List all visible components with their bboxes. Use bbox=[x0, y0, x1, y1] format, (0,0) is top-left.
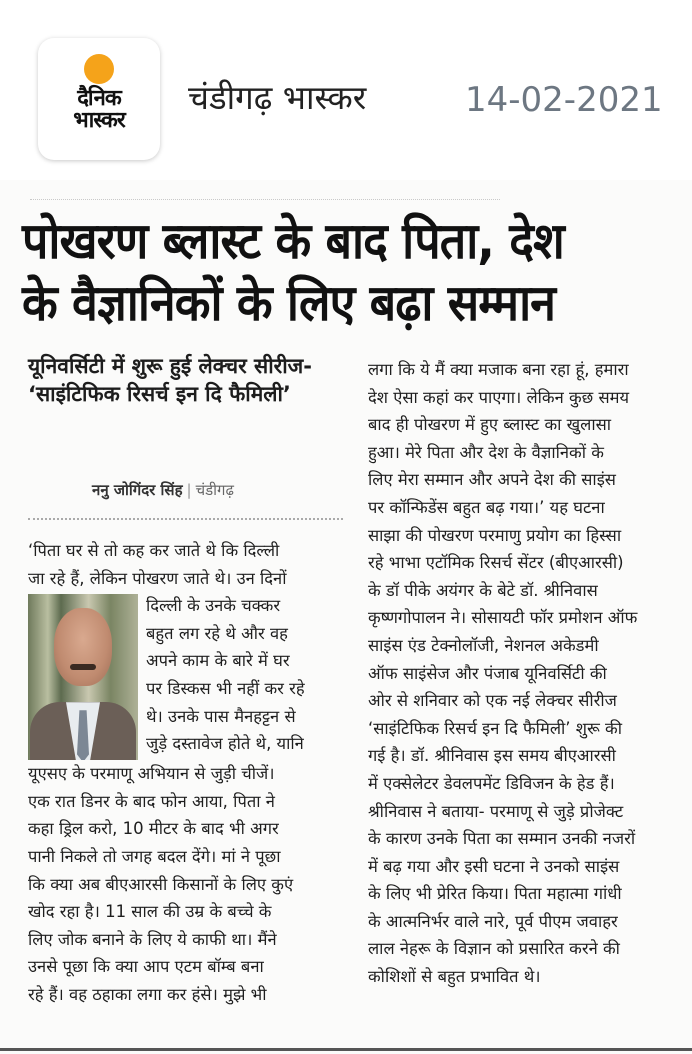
body-line: में एक्सेलेटर डेवलपमेंट डिविजन के हेड हैं। bbox=[368, 773, 615, 793]
body-line: ‘पिता घर से तो कह कर जाते थे कि दिल्ली bbox=[28, 541, 280, 560]
body-line: के डॉ पीके अयंगर के बेटे डॉ. श्रीनिवास bbox=[368, 580, 598, 600]
body-line: अपने काम के बारे में घर bbox=[146, 651, 290, 671]
body-line: रहे हैं। वह ठहाका लगा कर हंसे। मुझे भी bbox=[28, 984, 267, 1004]
byline bbox=[92, 480, 332, 500]
body-line: कहा ड्रिल करो, 10 मीटर के बाद भी अगर bbox=[28, 819, 279, 839]
body-line: बहुत लग रहे थे और वह bbox=[146, 623, 288, 643]
headline-line-1: पोखरण ब्लास्ट के बाद पिता, देश bbox=[22, 212, 564, 270]
newspaper-logo bbox=[38, 38, 160, 160]
body-line: थे। उनके पास मैनहट्टन से bbox=[146, 706, 296, 726]
body-line: खोद रहा है। 11 साल की उम्र के बच्चे के bbox=[28, 902, 272, 922]
logo-line-1: दैनिक bbox=[77, 86, 121, 111]
byline-divider bbox=[28, 518, 343, 520]
author-name: ननु जोगिंदर सिंह bbox=[92, 481, 183, 499]
body-line: ‘साइंटिफिक रिसर्च इन दि फैमिली’ शुरू की bbox=[368, 718, 623, 738]
headline-line-2: के वैज्ञानिकों के लिए बढ़ा सम्मान bbox=[22, 274, 556, 332]
article-subheadline: यूनिवर्सिटी में शुरू हुई लेक्चर सीरीज- ‘साइंटिफिक रिसर्च इन दि फैमिली’ bbox=[28, 354, 312, 406]
body-line: के लिए भी प्रेरित किया। पिता महात्मा गांधी bbox=[368, 884, 622, 904]
publication-date: 14-02-2021 bbox=[465, 80, 663, 120]
photo-mustache bbox=[70, 664, 96, 670]
body-line: बाद ही पोखरण में हुए ब्लास्ट का खुलासा bbox=[368, 415, 612, 435]
photo-face bbox=[54, 608, 112, 686]
body-line: उनसे पूछा कि क्या आप एटम बॉम्ब बना bbox=[28, 957, 264, 977]
body-line: के कारण उनके पिता का सम्मान उनकी नजरों bbox=[368, 829, 636, 849]
portrait-photo-icon bbox=[28, 594, 138, 760]
body-line: जुड़े दस्तावेज होते थे, यानि bbox=[146, 734, 304, 754]
article-right-column bbox=[368, 356, 684, 991]
body-line: देश ऐसा कहां कर पाएगा। लेकिन कुछ समय bbox=[368, 387, 630, 407]
logo-line-2: भास्कर bbox=[73, 108, 125, 133]
body-line: गई है। डॉ. श्रीनिवास इस समय बीएआरसी bbox=[368, 746, 616, 766]
body-line: कृष्णगोपालन ने। सोसायटी फॉर प्रमोशन ऑफ bbox=[368, 608, 638, 628]
dateline-place: चंडीगढ़ bbox=[195, 481, 234, 499]
body-line: ओर से शनिवार को एक नई लेक्चर सीरीज bbox=[368, 691, 617, 711]
photo-wrap bbox=[28, 592, 343, 760]
top-dotted-rule bbox=[30, 199, 500, 200]
article-left-column bbox=[28, 537, 343, 1009]
body-line: लिए मेरा सम्मान और अपने देश की साइंस bbox=[368, 470, 616, 490]
body-line: कि क्या अब बीएआरसी किसानों के लिए कुएं bbox=[28, 874, 294, 894]
body-line: साइंस एंड टेक्नोलॉजी, नेशनल अकेडमी bbox=[368, 635, 599, 655]
body-line: लगा कि ये मैं क्या मजाक बना रहा हूं, हमारा bbox=[368, 360, 629, 379]
body-line: श्रीनिवास ने बताया- परमाणू से जुड़े प्रोजेक्ट bbox=[368, 801, 624, 821]
body-line: जा रहे हैं, लेकिन पोखरण जाते थे। उन दिनों bbox=[28, 568, 287, 588]
bottom-rule bbox=[0, 1048, 692, 1051]
body-line: पानी निकले तो जगह बदल देंगे। मां ने पूछा bbox=[28, 846, 281, 866]
body-line: में बढ़ गया और इसी घटना ने उनको साइंस bbox=[368, 856, 620, 876]
body-line: दिल्ली के उनके चक्कर bbox=[146, 596, 281, 616]
newspaper-edition-name: चंडीगढ़ भास्कर bbox=[188, 78, 367, 117]
clipping-header bbox=[0, 0, 692, 180]
body-line: लिए जोक बनाने के लिए ये काफी था। मैंने bbox=[28, 929, 277, 949]
body-line: ऑफ साइंसेज और पंजाब यूनिवर्सिटी की bbox=[368, 663, 607, 683]
body-line: कोशिशों से बहुत प्रभावित थे। bbox=[368, 967, 541, 987]
body-line: यूएसए के परमाणू अभियान से जुड़ी चीजें। bbox=[28, 764, 275, 784]
body-line: रहे भाभा एटॉमिक रिसर्च सेंटर (बीएआरसी) bbox=[368, 553, 624, 573]
logo-wordmark bbox=[73, 88, 125, 132]
body-line: पर कॉन्फिडेंस बहुत बढ़ गया।’ यह घटना bbox=[368, 497, 605, 517]
body-line: लाल नेहरू के विज्ञान को प्रसारित करने की bbox=[368, 939, 620, 959]
body-line: साझा की पोखरण परमाणु प्रयोग का हिस्सा bbox=[368, 525, 622, 545]
article-headline bbox=[22, 210, 682, 334]
byline-separator: | bbox=[186, 481, 192, 499]
text-beside-photo bbox=[146, 592, 343, 760]
body-line: हुआ। मेरे पिता और देश के वैज्ञानिकों के bbox=[368, 442, 604, 462]
body-line: एक रात डिनर के बाद फोन आया, पिता ने bbox=[28, 791, 275, 811]
sun-dot-icon bbox=[84, 54, 114, 84]
body-line: पर डिस्कस भी नहीं कर रहे bbox=[146, 678, 305, 698]
body-line: के आत्मनिर्भर वाले नारे, पूर्व पीएम जवाहर bbox=[368, 911, 618, 931]
newspaper-clipping bbox=[0, 180, 692, 1054]
